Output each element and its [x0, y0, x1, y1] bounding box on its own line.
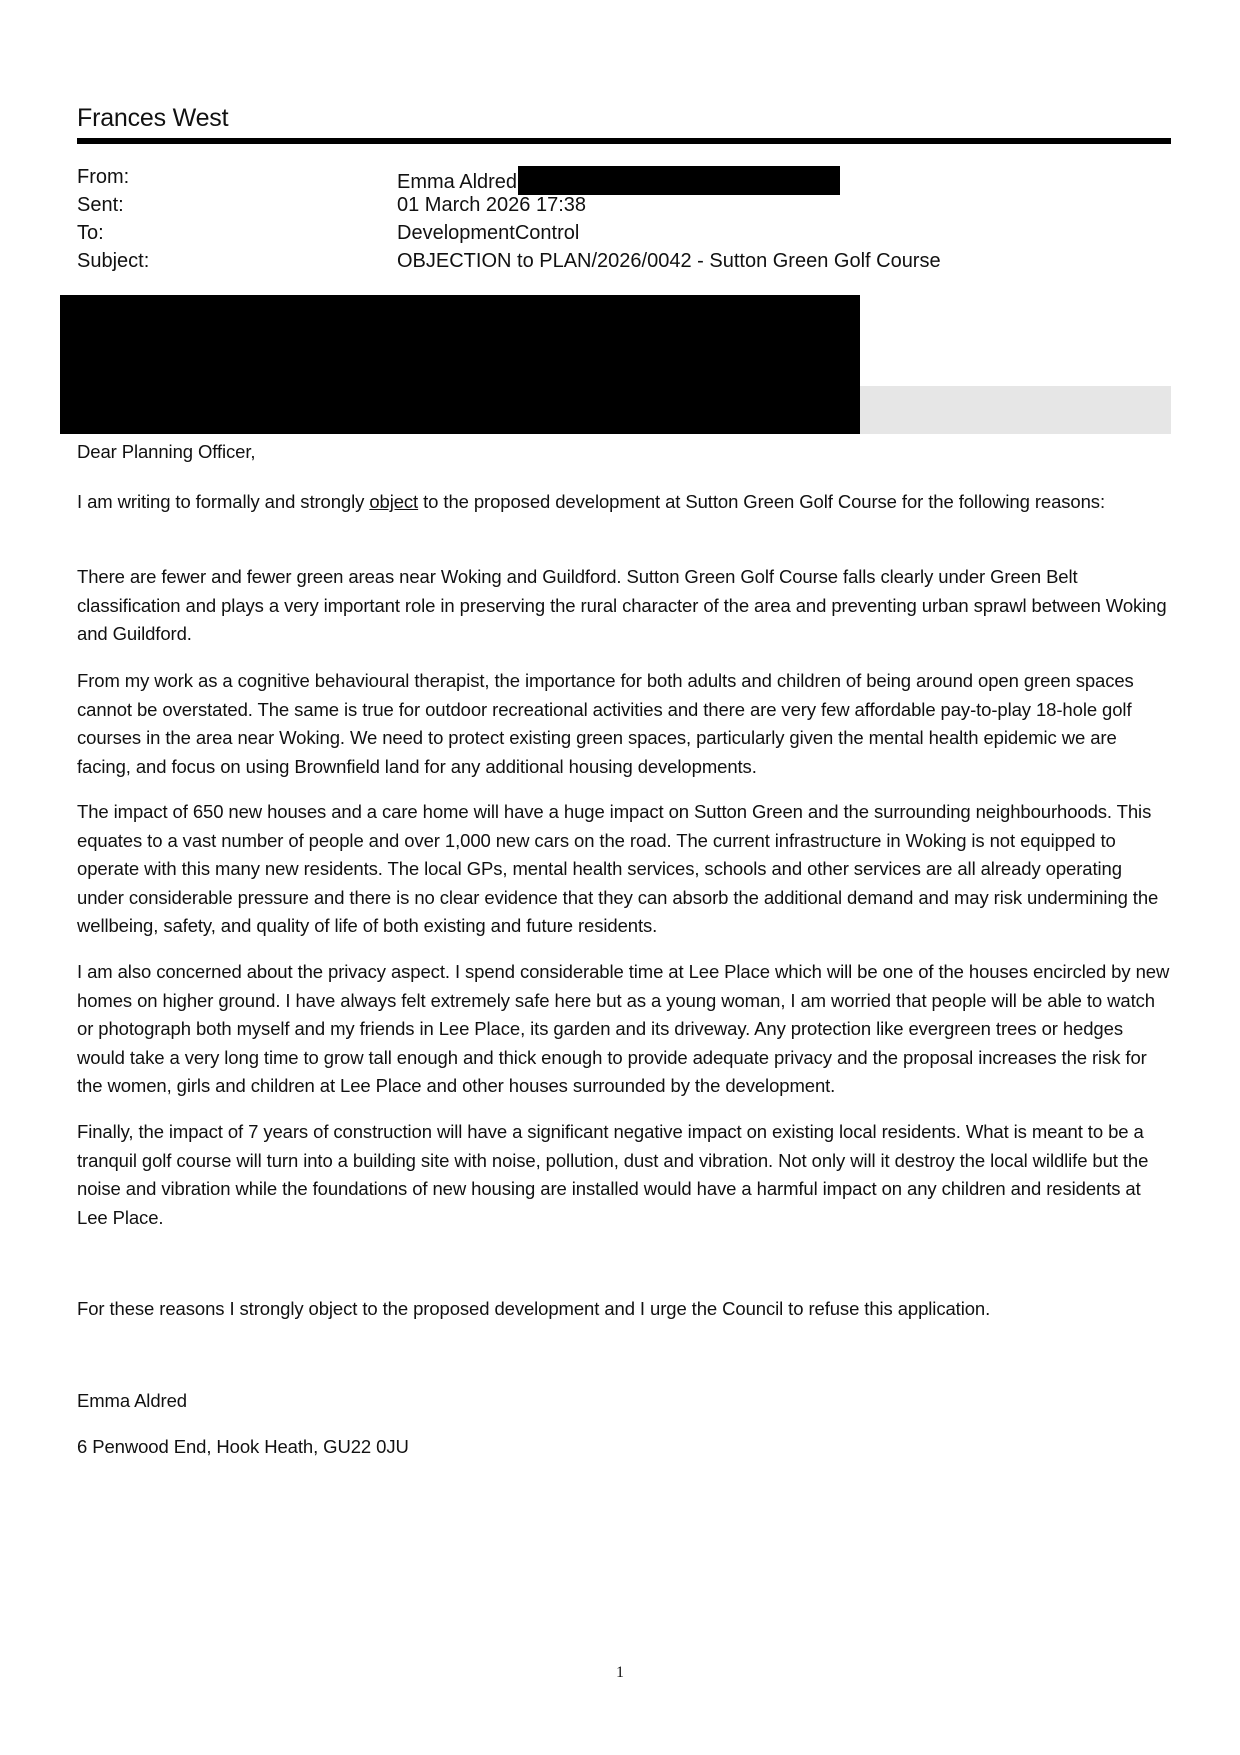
to-label: To: — [77, 222, 104, 244]
paragraph-infrastructure: The impact of 650 new houses and a care home will have a huge impact on Sutton Green and the surrounding neighbourhoods. This equates to a vast number of people and over 1,000 new cars on the road. The current infrastructure in Woking is not equipped to operate with this many new residents. The local GPs, mental health services, schools and other services are all already operating under considerable pressure and there is no clear evidence that they can absorb the additional demand and may risk undermining the wellbeing, safety, and quality of life of both existing and future residents. — [77, 801, 1159, 937]
document-owner-name: Frances West — [77, 104, 229, 132]
email-subject-row — [77, 250, 1171, 278]
redaction-block — [60, 295, 860, 434]
from-label: From: — [77, 166, 130, 188]
paragraph-conclusion: For these reasons I strongly object to the proposed development and I urge the Council to refuse this application. — [77, 1298, 991, 1319]
subject-value: OBJECTION to PLAN/2026/0042 - Sutton Green Golf Course — [397, 250, 941, 272]
header-rule — [77, 138, 1171, 144]
sent-value: 01 March 2026 17:38 — [397, 194, 587, 216]
page-number: 1 — [616, 1664, 624, 1681]
from-value-wrap — [397, 166, 840, 195]
grey-banner — [860, 386, 1171, 434]
intro-text-after: to the proposed development at Sutton Green Golf Course for the following reasons: — [418, 491, 1105, 512]
signature-address: 6 Penwood End, Hook Heath, GU22 0JU — [77, 1436, 409, 1457]
to-value: DevelopmentControl — [397, 222, 580, 244]
paragraph-wellbeing: From my work as a cognitive behavioural therapist, the importance for both adults and children of being around open green spaces cannot be overstated. The same is true for outdoor recreational activities and there are very few affordable pay-to-play 18-hole golf courses in the area near Woking. We need to protect existing green spaces, particularly given the mental health epidemic we are facing, and focus on using Brownfield land for any additional housing developments. — [77, 670, 1134, 777]
sent-label: Sent: — [77, 194, 124, 216]
paragraph-privacy: I am also concerned about the privacy aspect. I spend considerable time at Lee Place which will be one of the houses encircled by new homes on higher ground. I have always felt extremely safe here but as a young woman, I am worried that people will be able to watch or photograph both myself and my friends in Lee Place, its garden and its driveway. Any protection like evergreen trees or hedges would take a very long time to grow tall enough and thick enough to provide adequate privacy and the proposal increases the risk for the women, girls and children at Lee Place and other houses surrounded by the development. — [77, 961, 1170, 1097]
letter-intro — [77, 488, 1173, 517]
paragraph-construction: Finally, the impact of 7 years of construction will have a significant negative impact on existing local residents. What is meant to be a tranquil golf course will turn into a building site with noise, pollution, dust and vibration. Not only will it destroy the local wildlife but the noise and vibration while the foundations of new housing are installed would have a harmful impact on any children and residents at Lee Place. — [77, 1121, 1149, 1228]
subject-label: Subject: — [77, 250, 150, 272]
from-value: Emma Aldred — [397, 171, 518, 193]
email-to-row — [77, 222, 1171, 250]
email-from-row — [77, 166, 1171, 194]
email-sent-row — [77, 194, 1171, 222]
intro-object-emphasis: object — [369, 491, 419, 512]
redaction-email-address — [518, 166, 840, 195]
signature-name: Emma Aldred — [77, 1390, 187, 1411]
paragraph-green-belt: There are fewer and fewer green areas near Woking and Guildford. Sutton Green Golf Course falls clearly under Green Belt classification and plays a very important role in preserving the rural character of the area and preventing urban sprawl between Woking and Guildford. — [77, 566, 1167, 645]
intro-text-before: I am writing to formally and strongly — [77, 491, 370, 512]
letter-greeting: Dear Planning Officer, — [77, 441, 256, 462]
